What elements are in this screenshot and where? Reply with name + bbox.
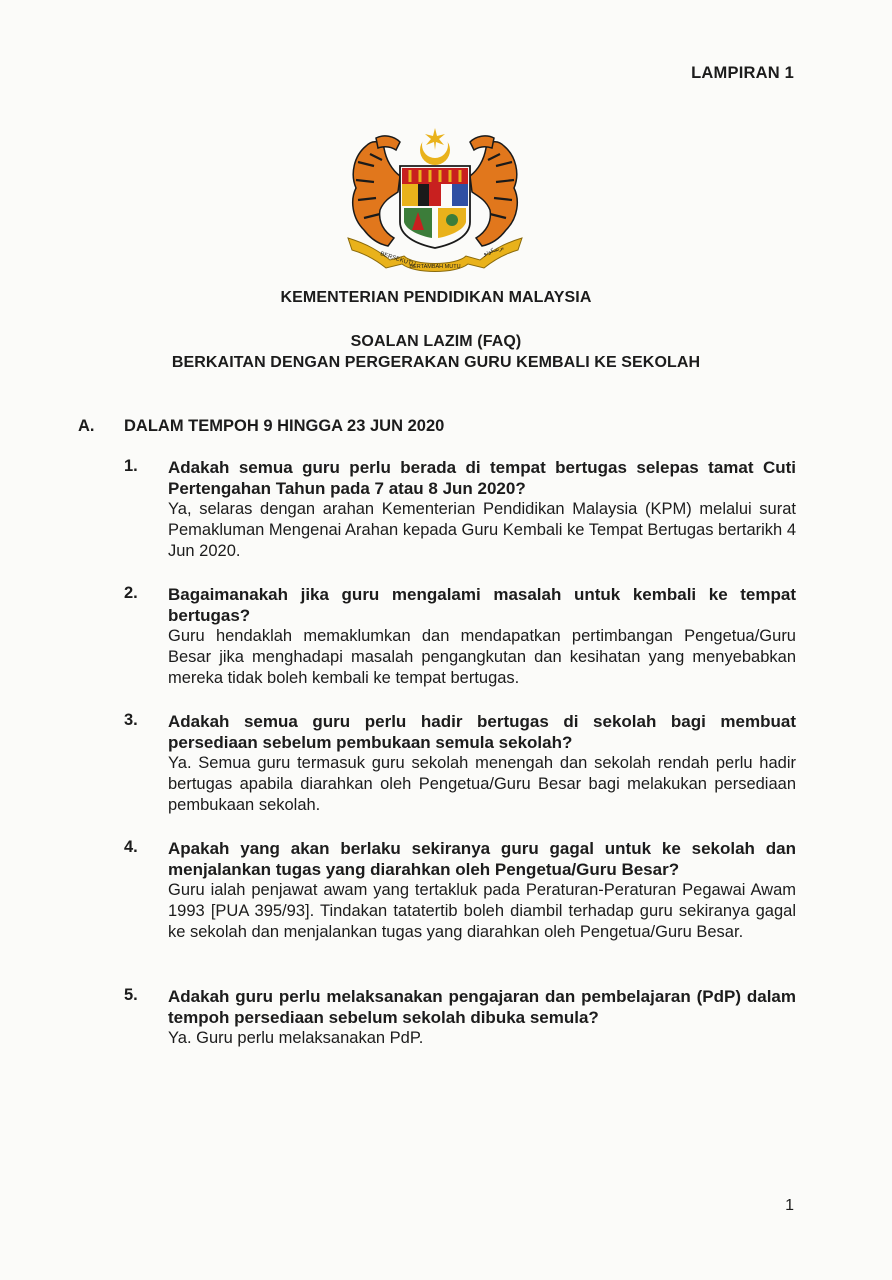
attachment-label: LAMPIRAN 1 bbox=[691, 64, 794, 82]
left-tiger-icon bbox=[353, 136, 400, 246]
faq-answer: Guru ialah penjawat awam yang tertakluk pada Peraturan-Peraturan Pegawai Awam 1993 [PUA 395/93]. Tindakan tatatertib boleh diambil terhadap guru sekiranya gagal ke sekolah dan menjalankan tugas yang diarahkan oleh Pengetua/Guru Besar. bbox=[168, 881, 796, 941]
faq-item bbox=[124, 584, 796, 689]
faq-answer: Ya. Semua guru termasuk guru sekolah menengah dan sekolah rendah perlu hadir bertugas apabila diarahkan oleh Pengetua/Guru Besar bagi melakukan persediaan pembukaan sekolah. bbox=[168, 754, 796, 814]
faq-item bbox=[124, 986, 796, 1049]
faq-number: 3. bbox=[124, 711, 138, 729]
ribbon-right-text: ﺑﺮﺳﻜﻮﺗﻮ bbox=[482, 243, 505, 258]
faq-number: 5. bbox=[124, 986, 138, 1004]
faq-question: Adakah guru perlu melaksanakan pengajaran dan pembelajaran (PdP) dalam tempoh persediaan sebelum sekolah dibuka semula? bbox=[168, 987, 796, 1027]
faq-item bbox=[124, 457, 796, 562]
faq-item bbox=[124, 838, 796, 943]
faq-item bbox=[124, 711, 796, 816]
faq-number: 2. bbox=[124, 584, 138, 602]
coat-of-arms-logo bbox=[344, 126, 526, 274]
faq-answer: Ya, selaras dengan arahan Kementerian Pendidikan Malaysia (KPM) melalui surat Pemakluman Mengenai Arahan kepada Guru Kembali ke Tempat Bertugas bertarikh 4 Jun 2020. bbox=[168, 500, 796, 560]
shield-icon bbox=[400, 166, 470, 248]
document-subtitle: BERKAITAN DENGAN PERGERAKAN GURU KEMBALI KE SEKOLAH bbox=[171, 354, 701, 371]
faq-answer: Ya. Guru perlu melaksanakan PdP. bbox=[168, 1029, 424, 1047]
faq-number: 4. bbox=[124, 838, 138, 856]
faq-question: Adakah semua guru perlu berada di tempat bertugas selepas tamat Cuti Pertengahan Tahun pada 7 atau 8 Jun 2020? bbox=[168, 458, 796, 498]
faq-question: Apakah yang akan berlaku sekiranya guru gagal untuk ke sekolah dan menjalankan tugas yang diarahkan oleh Pengetua/Guru Besar? bbox=[168, 839, 796, 879]
section-letter: A. bbox=[78, 417, 95, 435]
crescent-star-icon bbox=[420, 128, 450, 165]
ribbon-left-text: BERSEKUTU bbox=[379, 251, 417, 269]
section-title: DALAM TEMPOH 9 HINGGA 23 JUN 2020 bbox=[124, 417, 445, 435]
faq-number: 1. bbox=[124, 457, 138, 475]
right-tiger-icon bbox=[470, 136, 517, 246]
faq-question: Adakah semua guru perlu hadir bertugas di sekolah bagi membuat persediaan sebelum pembukaan semula sekolah? bbox=[168, 712, 796, 752]
ministry-name: KEMENTERIAN PENDIDIKAN MALAYSIA bbox=[280, 289, 592, 306]
ribbon-center-text: BERTAMBAH MUTU bbox=[409, 264, 461, 270]
page-number: 1 bbox=[785, 1197, 794, 1214]
faq-question: Bagaimanakah jika guru mengalami masalah untuk kembali ke tempat bertugas? bbox=[168, 585, 796, 625]
faq-answer: Guru hendaklah memaklumkan dan mendapatkan pertimbangan Pengetua/Guru Besar jika menghadapi masalah pengangkutan dan kesihatan yang menyebabkan mereka tidak boleh kembali ke tempat bertugas. bbox=[168, 627, 796, 687]
document-title: SOALAN LAZIM (FAQ) bbox=[350, 333, 522, 350]
